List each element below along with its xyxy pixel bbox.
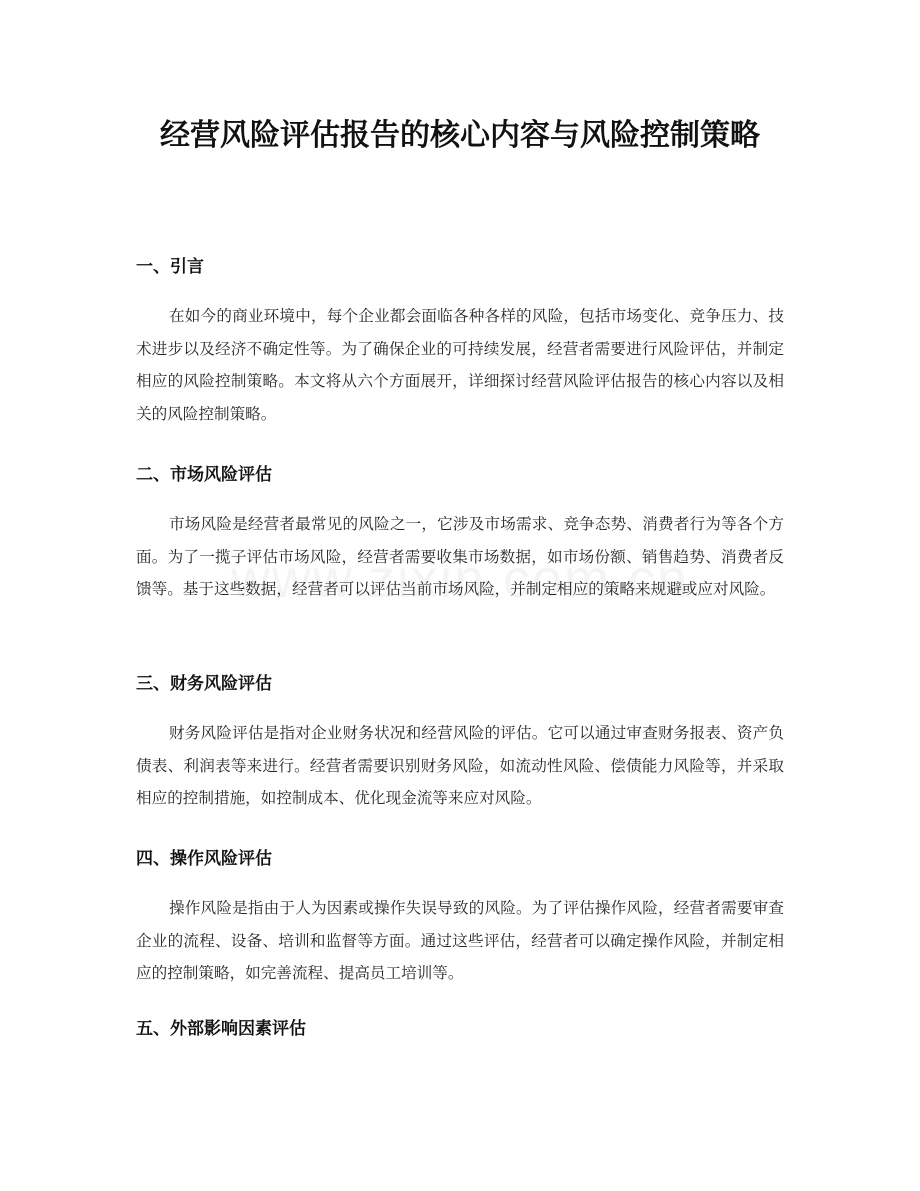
section-heading-external-factors: 五、外部影响因素评估 [136,1019,306,1039]
section-heading-market-risk: 二、市场风险评估 [136,465,272,485]
section-body-operational-risk: 操作风险是指由于人为因素或操作失误导致的风险。为了评估操作风险，经营者需要审查企业的流程、设备、培训和监督等方面。通过这些评估，经营者可以确定操作风险，并制定相应的控制策略，如完善流程、提高员工培训等。 [136,899,784,982]
section-body-financial-risk: 财务风险评估是指对企业财务状况和经营风险的评估。它可以通过审查财务报表、资产负债表、利润表等来进行。经营者需要识别财务风险，如流动性风险、偿债能力风险等，并采取相应的控制措施，如控制成本、优化现金流等来应对风险。 [136,724,784,807]
section-heading-financial-risk: 三、财务风险评估 [136,674,272,694]
document-title: 经营风险评估报告的核心内容与风险控制策略 [160,118,760,153]
section-body-intro: 在如今的商业环境中，每个企业都会面临各种各样的风险，包括市场变化、竞争压力、技术进步以及经济不确定性等。为了确保企业的可持续发展，经营者需要进行风险评估，并制定相应的风险控制策略。本文将从六个方面展开，详细探讨经营风险评估报告的核心内容以及相关的风险控制策略。 [136,307,784,423]
section-heading-intro: 一、引言 [136,257,204,277]
section-body-market-risk: 市场风险是经营者最常见的风险之一，它涉及市场需求、竞争态势、消费者行为等各个方面。为了一揽子评估市场风险，经营者需要收集市场数据，如市场份额、销售趋势、消费者反馈等。基于这些数据，经营者可以评估当前市场风险，并制定相应的策略来规避或应对风险。 [136,515,784,598]
section-heading-operational-risk: 四、操作风险评估 [136,849,272,869]
